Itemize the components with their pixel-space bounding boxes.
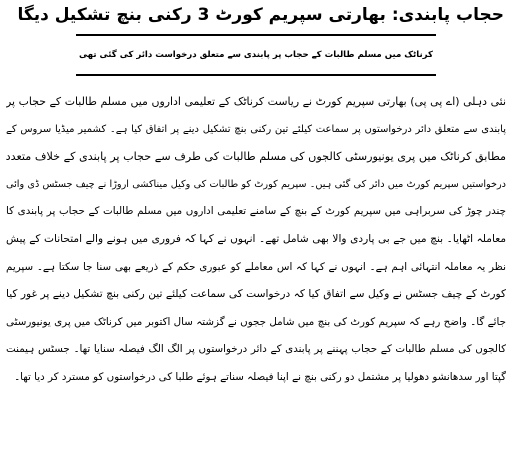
body-line: پابندی سے متعلق دائر درخواستوں پر سماعت کیلئے تین رکنی بنچ تشکیل دینے پر اتفاق کیا ہے۔ کشمیر میڈیا سروس کے	[6, 123, 506, 135]
body-line: نئی دہلی (اے پی پی) بھارتی سپریم کورٹ نے ریاست کرناٹک کے تعلیمی اداروں میں مسلم طالبات کے حجاب پر	[6, 95, 506, 108]
body-line: درخواستیں سپریم کورٹ میں دائر کی گئی ہیں۔ سپریم کورٹ کو طالبات کی وکیل میناکشی اروڑا نے چیف جسٹس ڈی وائی	[6, 178, 506, 190]
subheadline: کرناٹک میں مسلم طالبات کے حجاب پر پابندی سے متعلق درخواست دائر کی گئی تھی	[79, 50, 434, 60]
body-line: جائے گا۔ واضح رہے کہ سپریم کورٹ کی بنچ میں شامل ججوں نے گزشتہ سال اکتوبر میں کرناٹک میں پری یونیورسٹی	[6, 315, 506, 328]
body-line: کالجوں کی مسلم طالبات کے حجاب پہننے پر پابندی کے دائر درخواستوں پر الگ الگ فیصلہ سنایا تھا۔ جسٹس ہیمنت	[6, 343, 506, 356]
headline: حجاب پابندی: بھارتی سپریم کورٹ 3 رکنی بنچ تشکیل دیگا	[17, 5, 504, 25]
article-body	[6, 88, 506, 392]
body-line: گپتا اور سدھانشو دھولیا پر مشتمل دو رکنی بنچ نے اپنا فیصلہ سناتے ہوئے طلبا کی درخواستوں کو مسترد کر دیا تھا۔	[14, 370, 506, 383]
body-line: نظر یہ معاملہ انتہائی اہم ہے۔ انہوں نے کہا کہ اس معاملے کو عبوری حکم کے ذریعے بھی سنا جا سکتا ہے۔ سپریم	[6, 260, 506, 273]
body-line: مطابق کرناٹک میں پری یونیورسٹی کالجوں کی مسلم طالبات کی طرف سے حجاب پر پابندی کے خلاف متعدد	[6, 150, 506, 164]
body-line: چندر چوڑ کی سربراہی میں سپریم کورٹ کے بنچ کے سامنے تعلیمی اداروں میں مسلم طالبات کے حجاب پر پابندی کا	[6, 205, 506, 218]
body-line: کورٹ کے چیف جسٹس نے وکیل سے اتفاق کیا کہ درخواست کی سماعت کیلئے تین رکنی بنچ تشکیل دینے پر غور کیا	[6, 288, 506, 301]
body-line: معاملہ اٹھایا۔ بنچ میں جے بی پاردی والا بھی شامل تھے۔ انہوں نے کہا کہ فروری میں ہونے والے امتحانات کے پیش	[6, 232, 506, 245]
subheadline-box	[76, 34, 436, 76]
